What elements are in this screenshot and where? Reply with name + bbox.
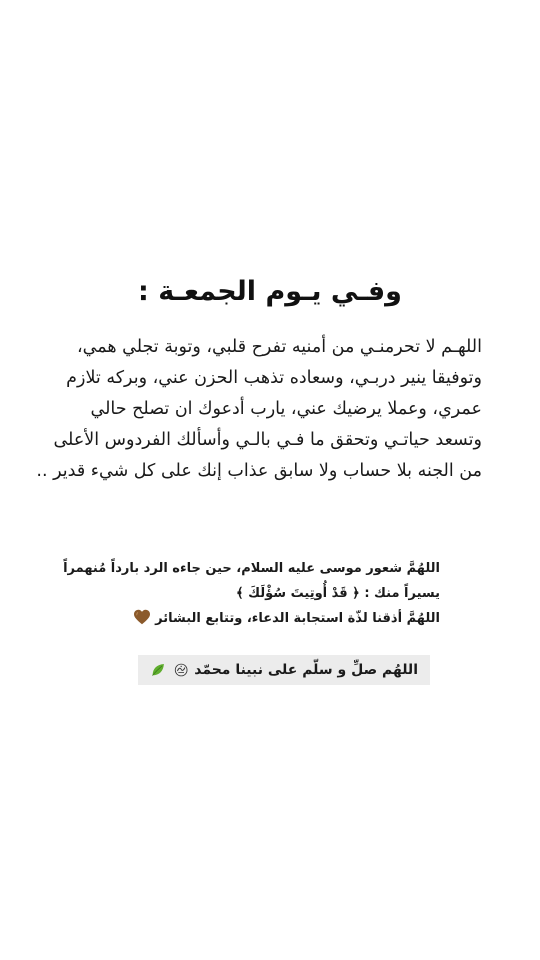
paragraph-line: وتوفيقا ينير دربـي، وسعاده تذهب الحزن عني، وبركه تلازم — [66, 368, 482, 388]
salallahu-alayhi-wasallam-glyph-icon — [174, 661, 188, 679]
salawat-highlight — [138, 655, 430, 685]
salawat-text: اللهُم صلِّ و سلّم على نبينا محمّد — [194, 662, 418, 678]
dua-paragraph — [36, 332, 482, 487]
leaf-icon — [150, 660, 166, 680]
brown-heart-icon — [133, 609, 151, 625]
paragraph-line: وتسعد حياتـي وتحقق ما فـي بالـي وأسألك الفردوس الأعلى — [53, 430, 482, 450]
dua-line-1: اللهُمَّ شعور موسى عليه السلام، حين جاءه الرد بارداً مُنهمراً — [63, 561, 440, 576]
paragraph-line: عمري، وعملا يرضيك عني، يارب أدعوك ان تصلح حالي — [90, 399, 482, 419]
page-title: وفـي يـوم الجمعـة : — [138, 276, 402, 307]
dua-line-3 — [100, 606, 440, 631]
paragraph-line: من الجنه بلا حساب ولا سابق عذاب إنك على كل شيء قدير .. — [36, 461, 482, 481]
short-dua-block — [63, 556, 440, 631]
paragraph-line: اللهـم لا تحرمنـي من أمنيه تفرح قلبي، وتوبة تجلي همي، — [76, 337, 482, 357]
dua-line-3-text: اللهُمَّ أذقنا لذّة استجابة الدعاء، وتتابع البشائر — [155, 611, 440, 626]
dua-line-2: يسيراً منك : ﴿ قَدْ أُوتِيتَ سُؤْلَكَ ﴾ — [236, 586, 440, 601]
